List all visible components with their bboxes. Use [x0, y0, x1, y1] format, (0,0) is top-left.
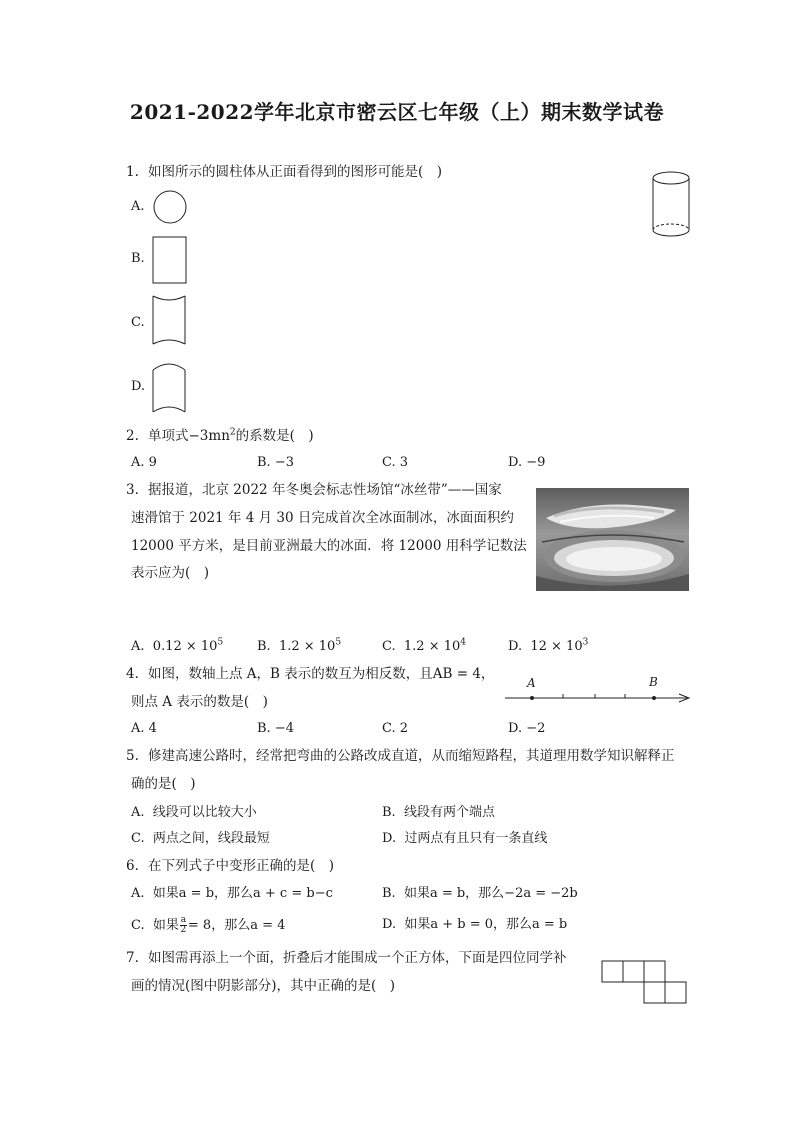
question-line: 如图，数轴上点 A，B 表示的数互为相反数，且AB = 4， [148, 666, 495, 682]
question-text: 在下列式子中变形正确的是( ) [148, 858, 335, 874]
option-a: A. 如果a = b，那么a + c = b−c [131, 886, 333, 901]
question-7 [126, 948, 567, 968]
convex-shape [152, 360, 192, 418]
cube-net-figure [600, 959, 692, 1005]
question-line: 据报道，北京 2022 年冬奥会标志性场馆“冰丝带”——国家 [148, 482, 502, 498]
question-text: 单项式 [148, 428, 189, 444]
speed-skating-oval-photo [536, 488, 689, 591]
option-d: D. −9 [508, 455, 546, 470]
option-a: A. 线段可以比较大小 [131, 805, 257, 820]
cylinder-figure [650, 170, 700, 242]
option-a: A. $0.12 \times 10^5$ [131, 637, 224, 654]
question-5 [126, 746, 675, 766]
question-line: 修建高速公路时，经常把弯曲的公路改成直道，从而缩短路程，其道理用数学知识解释正 [148, 748, 675, 764]
question-line: 12000 平方米，是目前亚洲最大的冰面．将 12000 用科学记数法 [131, 538, 527, 554]
question-number: 3. [126, 482, 139, 498]
monomial-base: −3mn [188, 428, 230, 444]
question-line: 如图需再添上一个面，折叠后才能围成一个正方体，下面是四位同学补 [148, 950, 567, 966]
option-c: C. 3 [382, 455, 409, 470]
axis-label-b: B [649, 675, 658, 689]
question-number: 5. [126, 748, 139, 764]
option-b-label: B. [131, 251, 145, 266]
option-a: A. 4 [131, 721, 157, 736]
question-number: 7. [126, 950, 139, 966]
option-c: C. $1.2 \times 10^4$ [382, 637, 466, 654]
option-a: A. 9 [131, 455, 157, 470]
monomial-exponent: 2 [229, 427, 236, 438]
question-line: 表示应为( ) [131, 565, 210, 581]
question-number: 1. [126, 164, 139, 180]
option-b: B. 如果a = b，那么−2a = −2b [382, 886, 578, 901]
question-number: 2. [126, 428, 139, 444]
option-d-label: D. [131, 379, 146, 394]
option-a-label: A. [131, 199, 145, 214]
question-number: 4. [126, 666, 139, 682]
question-text-end: 的系数是( ) [235, 428, 314, 444]
option-c-label: C. [131, 315, 145, 330]
question-text: 如图所示的圆柱体从正面看得到的图形可能是( ) [148, 164, 443, 180]
concave-shape [152, 294, 192, 350]
option-c: C. 两点之间，线段最短 [131, 831, 270, 846]
option-b: B. 线段有两个端点 [382, 805, 495, 820]
axis-label-a: A [527, 676, 536, 690]
question-line: 画的情况(图中阴影部分)，其中正确的是( ) [131, 978, 396, 994]
question-line: 确的是( ) [131, 776, 196, 792]
question-3 [126, 480, 502, 500]
exam-title: 2021-2022学年北京市密云区七年级（上）期末数学试卷 [129, 100, 665, 124]
option-d: D. 过两点有且只有一条直线 [382, 831, 548, 846]
option-d: D. −2 [508, 721, 546, 736]
question-number: 6. [126, 858, 139, 874]
question-line: 则点 A 表示的数是( ) [131, 694, 268, 710]
option-b: B. −3 [257, 455, 294, 470]
option-b: B. $1.2 \times 10^5$ [257, 637, 342, 654]
number-line-figure [503, 672, 693, 708]
question-6 [126, 856, 334, 876]
option-d: D. $12 \times 10^3$ [508, 637, 589, 654]
option-b: B. −4 [257, 721, 294, 736]
option-c: C. 2 [382, 721, 409, 736]
question-4 [126, 664, 494, 684]
option-d: D. 如果a + b = 0，那么a = b [382, 917, 568, 932]
question-line: 速滑馆于 2021 年 4 月 30 日完成首次全冰面制冰，冰面面积约 [131, 510, 514, 526]
circle-shape [152, 189, 192, 225]
question-1 [126, 162, 442, 182]
fraction: $\frac{a}{2}$ [180, 915, 187, 935]
option-c: C. 如果 $\frac{a}{2}$ = 8，那么a = 4 [131, 915, 286, 935]
question-2 [126, 426, 314, 446]
rectangle-shape [152, 236, 192, 286]
